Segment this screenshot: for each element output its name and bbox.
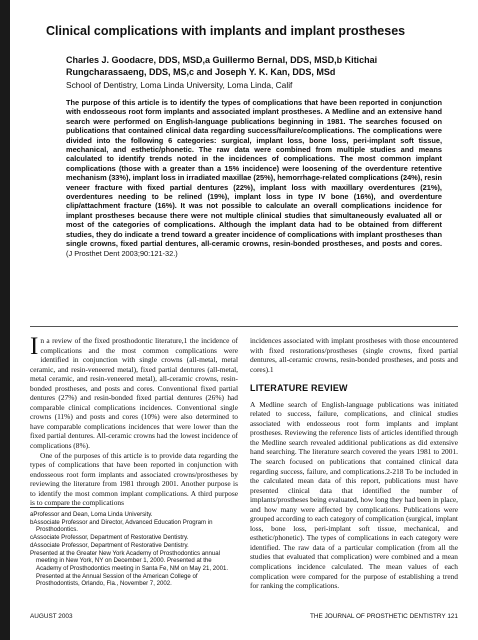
abstract-text: The purpose of this article is to identify the types of complications that have been reported in conjunction with endosseous root form implants and associated implant prostheses. A Medline and an extensive hand search were performed on English-language publications beginning in 1981. The searches focused on publications that contained clinical data regarding success/failure/complications. The complications were divided into the following 6 categories: surgical, implant loss, bone loss, peri-implant soft tissue, mechanical, and esthetic/phonetic. The raw data were combined from multiple studies and means calculated to identify trends noted in the incidences of complications. The most common implant complications (those with a greater than a 15% incidence) were loosening of the overdenture retentive mechanism (33%), implant loss in irradiated maxillae (25%), hemorrhage-related complications (24%), resin veneer fracture with fixed partial dentures (22%), implant loss with maxillary overdentures (21%), overdentures needing to be relined (19%), implant loss in type IV bone (16%), and overdenture clip/attachment fracture (16%). It was not possible to calculate an overall complications incidence for implant prostheses because there were not multiple clinical studies that simultaneously evaluated all or most of the categories of complications. Although the implant data had to be obtained from different studies, they do indicate a trend toward a greater incidence of complications with implant prostheses than single crowns, fixed partial dentures, all-ceramic crowns, resin-bonded prostheses, and posts and cores.: [66, 98, 442, 249]
abstract: [66, 98, 442, 258]
citation: (J Prosthet Dent 2003;90:121-32.): [66, 248, 178, 258]
page-edge-bar: [0, 0, 10, 640]
footnote-c: cAssociate Professor, Department of Restorative Dentistry.: [30, 534, 189, 542]
purpose-paragraph: One of the purposes of this article is to provide data regarding the types of complications that have been reported in conjunction with endosseous root form implants and associated crowns/prostheses by reviewing the literature from 1981 through 2001. Another purpose is to identify the most common implant complications. A third purpose is to compare the complications: [30, 450, 238, 508]
section-heading: LITERATURE REVIEW: [250, 383, 348, 394]
comparison-paragraph: incidences associated with implant prostheses with those encountered with fixed restorations/prostheses (single crowns, fixed partial dentures, all-ceramic crowns, resin-bonded prostheses, and posts and cores).1: [250, 336, 458, 374]
footnote-a: aProfessor and Dean, Loma Linda University.: [30, 511, 153, 518]
footnote-d: dAssociate Professor, Department of Restorative Dentistry.: [30, 541, 189, 549]
footnote-divider: [30, 507, 90, 508]
section-divider: [30, 326, 458, 327]
intro-text: n a review of the fixed prosthodontic literature,1 the incidence of complications and the most common complications were identified in conjunction with single crowns (all-metal, metal ceramic, and resin-veneered metal), fixed partial dentures (all-metal, metal ceramic, and resin-veneered metal), all-ceramic crowns, resin-bonded prostheses, and posts and cores. Conventional fixed partial dentures (27%) and resin-bonded fixed partial dentures (26%) had comparable clinical complications incidences. Conventional single crowns (11%) and posts and cores (10%) were also determined to have comparable complications incidences that were lower than the fixed partial dentures. All-ceramic crowns had the lowest incidence of complications (8%).: [30, 336, 238, 451]
footnote-presented: Presented at the Greater New York Academy of Prosthodontics annual meeting in New York, NY on December 1, 2000. Presented at the Academy of Prosthodontics meeting in Santa Fe, NM on May 21, 2001. Presented at the Annual Session of the American College of Prosthodontists, Orlando, Fla., November 7, 2002.: [30, 549, 229, 588]
body-column-left: [30, 333, 238, 508]
issue-date: AUGUST 2003: [30, 613, 73, 620]
author-list: Charles J. Goodacre, DDS, MSD,a Guillermo Bernal, DDS, MSD,b Kitichai Rungcharassaeng, DDS, MS,c and Joseph Y. K. Kan, DDS, MSd: [66, 55, 378, 77]
body-column-right: [250, 336, 458, 591]
drop-cap: I: [30, 333, 39, 360]
intro-paragraph: [30, 333, 238, 451]
journal-page: THE JOURNAL OF PROSTHETIC DENTISTRY 121: [310, 613, 458, 620]
literature-review-paragraph: A Medline search of English-language publications was initiated related to success, failure, complications, and clinical studies associated with endosseous root form implants and implant prostheses. Reviewing the reference lists of articles identified through the Medline search revealed additional publications as did extensive hand searching. The literature search covered the years 1981 to 2001. The search focused on publications that contained clinical data regarding success, failure, and complications.2-218 To be included in the calculated mean data of this report, publications must have presented clinical data that identified the number of implants/prostheses being evaluated, how long they had been in place, and how many were affected by complications. Publications were grouped according to each category of complication (surgical, implant loss, bone loss, peri-implant soft tissue, mechanical, and esthetic/phonetic). The types of complications in each category were identified. The raw data of a particular complication (from all the studies that evaluated that complication) were combined and a mean complications incidence calculated. The mean values of each complication were compared for the purpose of establishing a trend for ranking the complications.: [250, 399, 458, 591]
footnote-b: bAssociate Professor and Director, Advanced Education Program in Prosthodontics.: [30, 518, 213, 534]
footnotes: [30, 511, 238, 588]
article-title: Clinical complications with implants and implant prostheses: [46, 24, 406, 38]
affiliation: School of Dentistry, Loma Linda University, Loma Linda, Calif: [66, 80, 293, 90]
